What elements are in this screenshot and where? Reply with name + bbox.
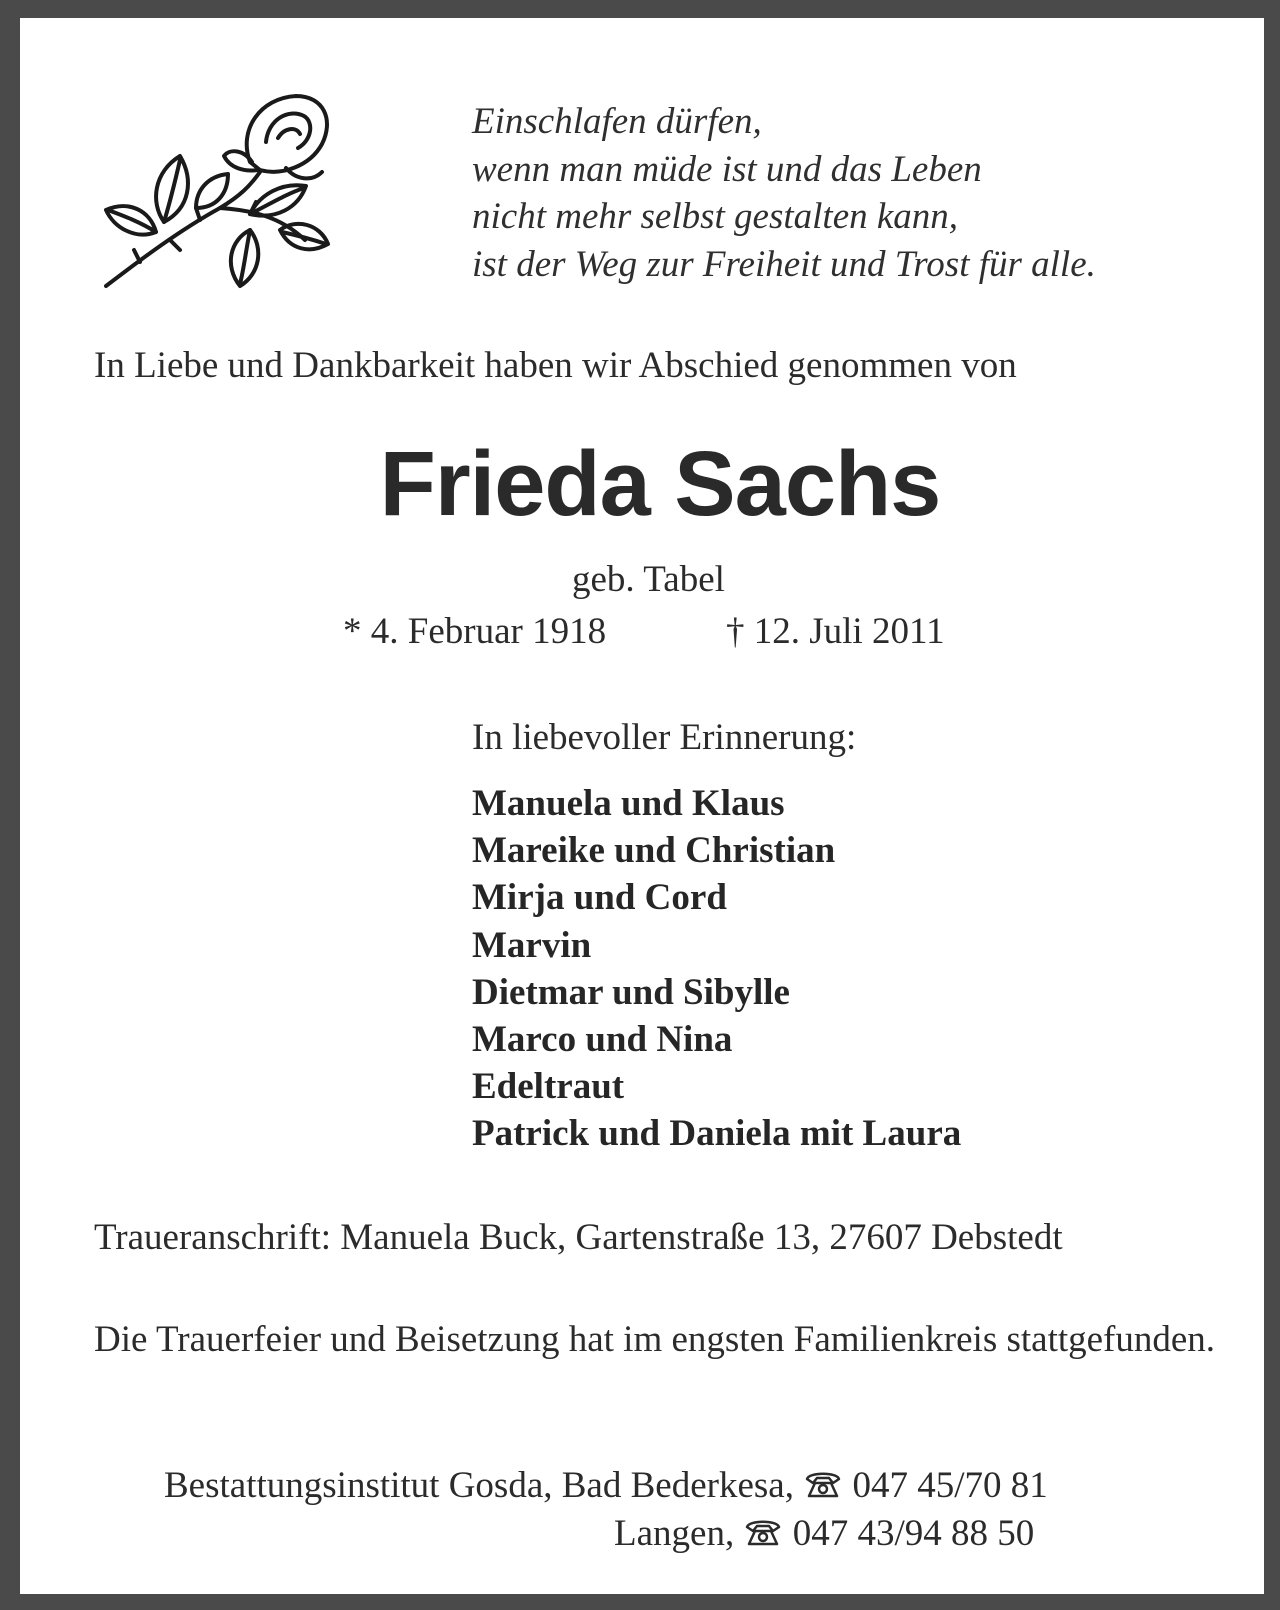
farewell-intro: In Liebe und Dankbarkeit haben wir Abschied genommen von — [94, 345, 1017, 386]
poem-line: wenn man müde ist und das Leben — [472, 148, 982, 190]
poem — [472, 98, 1096, 288]
mourners-list — [472, 780, 961, 1158]
mourner-item: Edeltraut — [472, 1066, 625, 1108]
undertaker-phone: 047 45/70 81 — [852, 1465, 1048, 1506]
funeral-note: Die Trauerfeier und Beisetzung hat im engsten Familienkreis stattgefunden. — [94, 1319, 1216, 1360]
branch-phone: 047 43/94 88 50 — [792, 1513, 1035, 1554]
deceased-name-text: Frieda Sachs — [379, 433, 941, 535]
mourner-item: Marco und Nina — [472, 1019, 733, 1061]
born-name: geb. Tabel — [572, 559, 725, 600]
poem-line: ist der Weg zur Freiheit und Trost für alle. — [472, 243, 1096, 285]
mourning-address: Traueranschrift: Manuela Buck, Gartenstraße 13, 27607 Debstedt — [94, 1217, 1063, 1258]
branch-line — [614, 1512, 1034, 1555]
memory-heading: In liebevoller Erinnerung: — [472, 717, 857, 758]
poem-line: nicht mehr selbst gestalten kann, — [472, 196, 959, 237]
undertaker-line — [164, 1464, 1048, 1507]
mourner-item: Mareike und Christian — [472, 830, 836, 872]
mourner-item: Mirja und Cord — [472, 877, 727, 919]
mourner-item: Dietmar und Sibylle — [472, 971, 790, 1013]
birth-date: * 4. Februar 1918 — [343, 611, 607, 652]
death-date: † 12. Juli 2011 — [726, 611, 945, 652]
mourner-item: Marvin — [472, 924, 592, 966]
telephone-icon — [803, 1469, 843, 1499]
mourner-item: Patrick und Daniela mit Laura — [472, 1113, 962, 1155]
mourner-item: Manuela und Klaus — [472, 783, 785, 824]
telephone-icon — [743, 1517, 783, 1547]
poem-line: Einschlafen dürfen, — [472, 101, 762, 142]
undertaker-name: Bestattungsinstitut Gosda, Bad Bederkesa, — [164, 1465, 794, 1506]
branch-location: Langen, — [614, 1513, 735, 1554]
deceased-name — [20, 433, 1280, 535]
rose-icon — [100, 90, 330, 300]
